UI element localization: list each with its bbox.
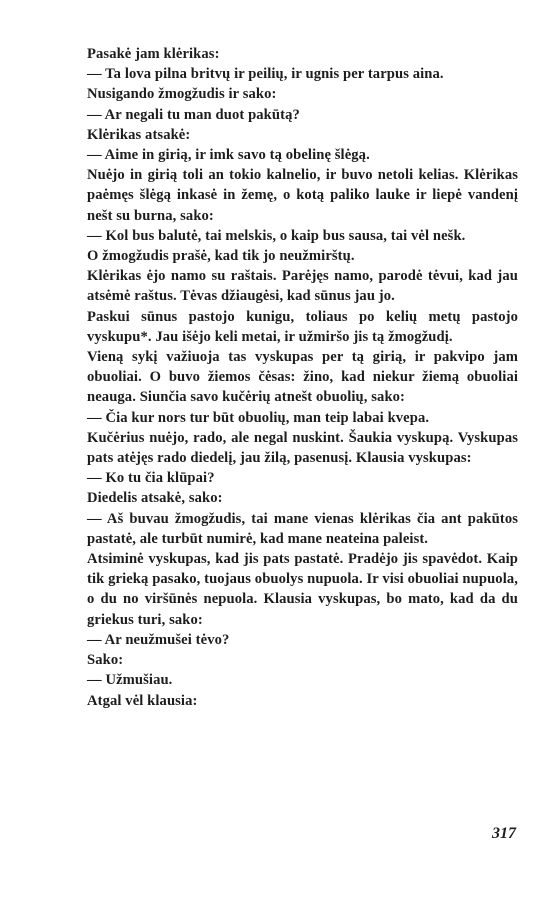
- paragraph: Nusigando žmogžudis ir sako:: [87, 86, 277, 103]
- paragraph: — Aime in girią, ir imk savo tą obelinę šlėgą.: [87, 147, 370, 164]
- paragraph: Kučėrius nuėjo, rado, ale negal nuskint. Šaukia vyskupą. Vyskupas pats atėjęs rado diedelį, jau žilą, pasenusį. Klausia vyskupas:: [87, 429, 518, 467]
- paragraph: — Aš buvau žmogžudis, tai mane vienas klėrikas čia ant pakūtos pastatė, ale turbūt numirė, kad mane neateina paleist.: [87, 510, 518, 547]
- paragraph: Atgal vėl klausia:: [87, 692, 198, 709]
- paragraph: Klėrikas ėjo namo su raštais. Parėjęs namo, parodė tėvui, kad jau atsėmė raštus. Tėvas džiaugėsi, kad sūnus jau jo.: [87, 268, 518, 305]
- paragraph: Sako:: [87, 652, 124, 669]
- paragraph: — Ta lova pilna britvų ir peilių, ir ugnis per tarpus aina.: [87, 66, 444, 83]
- paragraph: — Užmušiau.: [87, 672, 173, 689]
- paragraph: Vieną sykį važiuoja tas vyskupas per tą girią, ir pakvipo jam obuoliai. O buvo žiemos čėsas: žino, kad niekur žiemą obuoliai neauga. Siunčia savo kučėrių atnešt obuolių, sako:: [87, 349, 518, 406]
- paragraph: Atsiminė vyskupas, kad jis pats pastatė. Pradėjo jis spavėdot. Kaip tik grieką pasako, tuojaus obuolys nupuola. Ir visi obuoliai nupuola, o du no viršūnės nepuola. Klausia vyskupas, bo mato, kad da du griekus turi, sako:: [87, 551, 518, 628]
- paragraph: Klėrikas atsakė:: [87, 126, 191, 143]
- page-number: 317: [492, 825, 516, 842]
- paragraph: — Ar neužmušei tėvo?: [87, 631, 230, 648]
- paragraph: Pasakė jam klėrikas:: [87, 46, 220, 62]
- paragraph: — Kol bus balutė, tai melskis, o kaip bus sausa, tai vėl nešk.: [87, 227, 466, 244]
- paragraph: Nuėjo in girią toli an tokio kalnelio, ir buvo netoli kelias. Klėrikas paėmęs šlėgą inkasė in žemę, o kotą paliko lauke ir liepė vandenį nešt su burna, sako:: [87, 167, 518, 224]
- paragraph: O žmogžudis prašė, kad tik jo neužmirštų.: [87, 248, 355, 265]
- paragraph: Diedelis atsakė, sako:: [87, 490, 223, 507]
- paragraph: Paskui sūnus pastojo kunigu, toliaus po kelių metų pastojo vyskupu*. Jau išėjo keli metai, ir užmiršo jis tą žmogžudį.: [87, 308, 518, 345]
- paragraph: — Ar negali tu man duot pakūtą?: [87, 106, 300, 123]
- paragraph: — Ko tu čia klūpai?: [87, 470, 215, 487]
- page-text: [87, 44, 518, 711]
- paragraph: — Čia kur nors tur būt obuolių, man teip labai kvepa.: [87, 409, 430, 426]
